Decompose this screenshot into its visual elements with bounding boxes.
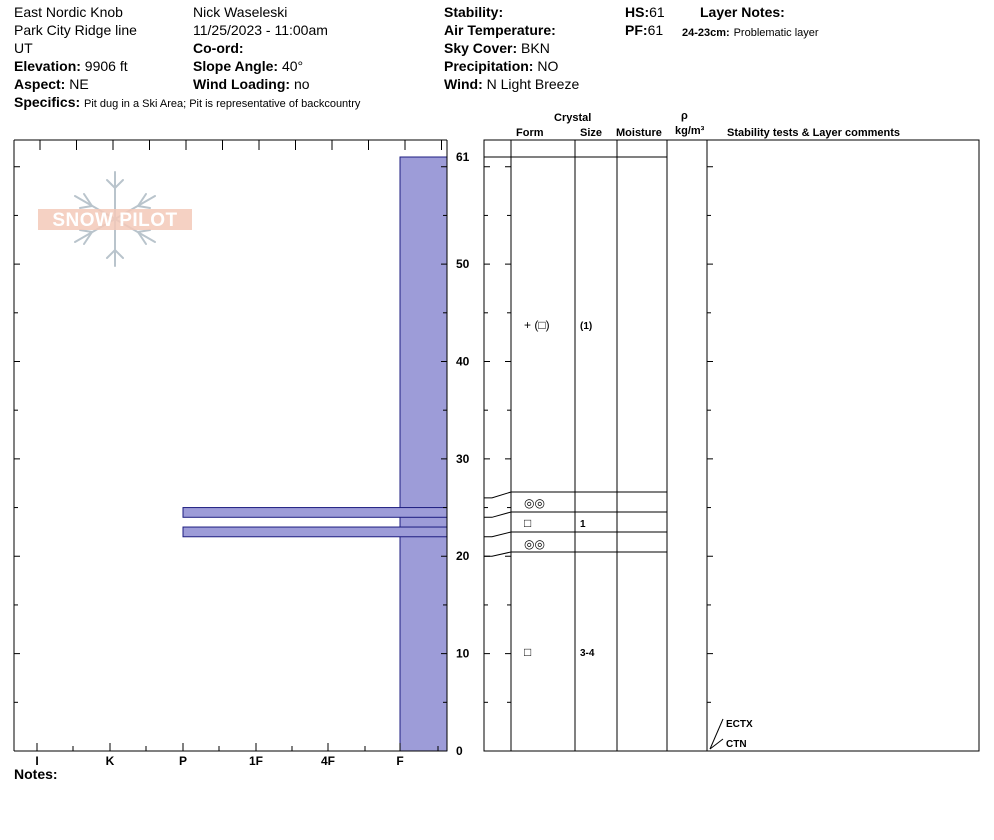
wind-value: N Light Breeze (486, 76, 580, 92)
air-temp-label: Air Temperature: (444, 22, 556, 38)
sky-value: BKN (521, 40, 550, 56)
crystal-size-4: 3-4 (580, 648, 595, 659)
pf-label: PF: (625, 22, 648, 38)
snow-pilot-logo (38, 172, 192, 266)
notes-label: Notes: (14, 766, 58, 782)
stability-test-0: ECTX (726, 719, 753, 730)
specifics-label: Specifics: (14, 94, 81, 110)
crystal-form-2: □ (524, 516, 532, 530)
specifics-value: Pit dug in a Ski Area; Pit is representative of backcountry (84, 98, 361, 110)
range: Park City Ridge line (14, 22, 137, 38)
hardness-bar-0 (400, 157, 447, 751)
right-panel-frame (484, 140, 979, 751)
crystal-size-2: 1 (580, 519, 586, 530)
sky-label: Sky Cover: (444, 40, 518, 56)
slope-label: Slope Angle: (193, 58, 279, 74)
size-header: Size (580, 127, 603, 139)
moisture-header: Moisture (616, 127, 662, 139)
precip-value: NO (537, 58, 559, 74)
snow-pilot-logo-text: SNOW PILOT (52, 210, 178, 231)
hardness-label-1F: 1F (248, 754, 264, 768)
datetime: 11/25/2023 - 11:00am (193, 22, 328, 38)
comments-header: Stability tests & Layer comments (727, 127, 901, 139)
layer-notes-label: Layer Notes: (700, 4, 785, 20)
stability-test-1: CTN (726, 739, 747, 750)
wind-label: Wind: (444, 76, 483, 92)
wind-loading-label: Wind Loading: (193, 76, 291, 92)
hardness-label-F: F (396, 754, 404, 768)
layer-connector-0 (484, 492, 511, 498)
hs-label: HS: (625, 4, 650, 20)
state: UT (14, 40, 33, 56)
layer-note-depth: 24-23cm: (682, 27, 730, 39)
layer-note-text: Problematic layer (733, 27, 819, 39)
aspect-value: NE (69, 76, 89, 92)
depth-label-10: 10 (456, 646, 470, 661)
layer-connector-3 (484, 552, 511, 556)
hardness-bar-2 (183, 527, 447, 537)
layer-connector-2 (484, 532, 511, 537)
depth-label-50: 50 (456, 257, 470, 272)
elevation-label: Elevation: (14, 58, 81, 74)
layer-connector-1 (484, 512, 511, 517)
depth-label-30: 30 (456, 451, 470, 466)
wind-loading-value: no (293, 76, 310, 92)
coord-label: Co-ord: (193, 40, 244, 56)
hardness-bar-1 (183, 508, 447, 518)
precip-label: Precipitation: (444, 58, 534, 74)
observer: Nick Waseleski (193, 4, 288, 20)
hardness-label-P: P (178, 754, 188, 768)
depth-label-0: 0 (456, 744, 463, 758)
hardness-label-4F: 4F (320, 754, 336, 768)
aspect-label: Aspect: (14, 76, 66, 92)
hardness-label-I: I (35, 754, 39, 768)
form-header: Form (516, 127, 544, 139)
hs-value: 61 (649, 4, 665, 20)
crystal-form-1: ◎◎ (524, 496, 545, 510)
rho-header: ρ (681, 110, 688, 122)
location: East Nordic Knob (14, 4, 123, 20)
hardness-label-K: K (105, 754, 115, 768)
depth-label-40: 40 (456, 354, 470, 369)
crystal-size-0: (1) (580, 321, 593, 332)
density-unit-header: kg/m³ (675, 125, 705, 137)
crystal-form-0: + (□) (524, 318, 550, 332)
stability-label: Stability: (444, 4, 504, 20)
pf-value: 61 (647, 22, 664, 38)
depth-label-20: 20 (456, 549, 470, 564)
crystal-header: Crystal (554, 112, 592, 124)
crystal-form-3: ◎◎ (524, 537, 545, 551)
slope-value: 40° (281, 58, 304, 74)
elevation-value: 9906 ft (84, 58, 128, 74)
crystal-form-4: □ (524, 645, 532, 659)
depth-label-61: 61 (456, 150, 470, 164)
